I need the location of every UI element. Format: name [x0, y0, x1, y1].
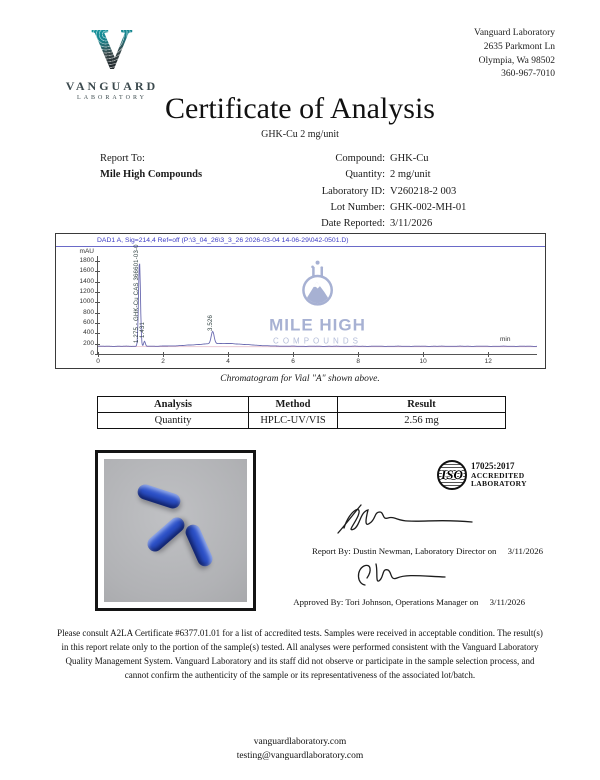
disclaimer-text: Please consult A2LA Certificate #6377.01.01 for a list of accredited tests. Samples were received in acceptable condition. The result(s) in this report relate only to the portion of the sample(s) tested. All analyses were performed consistent with the Vanguard Laboratory Quality Management System. Vanguard Laboratory and its staff did not observe or participate in the sample selection process, and cannot confirm the authenticity of the sample or its representativeness of the associated lot/batch. [57, 628, 543, 680]
iso-cert-number: 17025:2017 [471, 460, 515, 471]
field-row [265, 216, 545, 232]
y-tick-label: 0 [90, 350, 94, 357]
field-value: GHK-Cu [390, 153, 429, 164]
field-label: Compound: [335, 153, 385, 164]
x-tick-label: 8 [356, 358, 360, 365]
iso-accreditation-badge [437, 460, 527, 490]
iso-label: ISO [441, 467, 463, 482]
y-axis-unit-label: mAU [79, 248, 94, 255]
y-tick-label: 600 [83, 319, 94, 327]
peak-label: 1.431 [139, 322, 146, 339]
cell-result: 2.56 mg [338, 413, 506, 429]
page-subtitle: GHK-Cu 2 mg/unit [261, 129, 339, 140]
y-tick-label: 1600 [79, 267, 94, 275]
x-tick-mark [163, 352, 164, 357]
y-tick-mark [95, 282, 100, 283]
field-label: Laboratory ID: [321, 185, 385, 197]
y-tick-mark [95, 292, 100, 293]
header-analysis: Analysis [98, 397, 249, 413]
chart-caption: Chromatogram for Vial "A" shown above. [220, 374, 380, 384]
x-tick-mark [358, 352, 359, 357]
y-tick-mark [95, 344, 100, 345]
watermark-name: MILE HIGH [269, 315, 366, 335]
y-tick-mark [95, 271, 100, 272]
table-header-row [98, 397, 506, 413]
chromatogram-signal-header: DAD1 A, Sig=214,4 Ref=off (P:\3_04_26\3_3_26 2026-03-04 14-06-29\042-0501.D) [56, 234, 545, 247]
x-tick-mark [98, 352, 99, 357]
iso-accredited-label: ACCREDITED [471, 470, 525, 480]
y-tick-mark [95, 302, 100, 303]
peak-label: 3.526 [207, 315, 214, 332]
report-to-label: Report To: [100, 153, 145, 164]
approved-by-signature-icon [345, 558, 460, 594]
compound-fields [265, 151, 545, 232]
y-tick-mark [95, 261, 100, 262]
field-label: Lot Number: [330, 201, 385, 213]
x-tick-label: 0 [96, 358, 100, 365]
logo-name: VANGUARD [65, 79, 159, 93]
x-tick-label: 12 [484, 358, 492, 365]
logo-subname: LABORATORY [77, 95, 147, 101]
y-tick-label: 1400 [79, 277, 94, 285]
header-method: Method [249, 397, 338, 413]
y-tick-label: 1200 [79, 288, 94, 296]
x-tick-mark [293, 352, 294, 357]
x-tick-label: 10 [419, 358, 427, 365]
cell-analysis: Quantity [98, 413, 249, 429]
address-line: 360-967-7010 [501, 69, 555, 80]
footer-website: vanguardlaboratory.com [253, 737, 347, 747]
x-tick-mark [228, 352, 229, 357]
address-line: Vanguard Laboratory [474, 28, 555, 38]
x-axis-unit-label: min [500, 336, 511, 343]
peak-label: 1.275 - GHK-Cu CAS 366601-03-0 [134, 244, 141, 344]
y-tick-label: 1800 [79, 257, 94, 265]
y-tick-label: 1000 [79, 298, 94, 306]
lab-address [474, 27, 555, 82]
field-row [265, 184, 545, 200]
approved-by-prefix: Approved By: [293, 597, 344, 607]
report-by-signature-icon [330, 500, 480, 538]
x-tick-label: 4 [226, 358, 230, 365]
table-row [98, 413, 506, 429]
chromatogram [55, 233, 546, 369]
sample-photo-background [104, 459, 247, 602]
footer-email: testing@vanguardlaboratory.com [236, 751, 364, 762]
x-tick-mark [423, 352, 424, 357]
report-by-name: Dustin Newman, Laboratory Director on [353, 546, 497, 556]
chromatogram-trace [98, 256, 537, 354]
y-tick-label: 200 [83, 339, 94, 347]
results-table [97, 396, 506, 429]
field-label: Date Reported: [321, 218, 385, 230]
field-label: Quantity: [345, 169, 385, 181]
report-by-prefix: Report By: [311, 546, 351, 556]
blue-capsule [136, 483, 182, 511]
y-tick-label: 800 [83, 308, 94, 316]
approved-by-line [293, 597, 525, 607]
x-tick-label: 2 [161, 358, 165, 365]
blue-capsule [144, 514, 187, 554]
field-row [265, 151, 545, 167]
report-to-name: Mile High Compounds [100, 169, 203, 181]
cell-method: HPLC-UV/VIS [249, 413, 338, 429]
y-tick-mark [95, 323, 100, 324]
report-by-date: 3/11/2026 [507, 546, 543, 556]
field-value: 2 mg/unit [390, 169, 431, 181]
approved-by-name: Tori Johnson, Operations Manager on [345, 597, 479, 607]
address-line: 2635 Parkmont Ln [483, 41, 555, 52]
iso-text-block [471, 462, 527, 488]
iso-globe-icon [437, 460, 467, 490]
field-value: V260218-2 003 [390, 185, 457, 197]
address-line: Olympia, Wa 98502 [478, 55, 555, 66]
sample-photo [95, 450, 256, 611]
iso-laboratory-label: LABORATORY [471, 478, 527, 488]
x-tick-mark [488, 352, 489, 357]
x-tick-label: 6 [291, 358, 295, 365]
field-row [265, 200, 545, 216]
y-tick-mark [95, 313, 100, 314]
field-value: 3/11/2026 [390, 218, 433, 230]
field-value: GHK-002-MH-01 [390, 201, 467, 213]
y-tick-mark [95, 333, 100, 334]
footer [0, 735, 600, 764]
vanguard-logo [52, 16, 172, 101]
watermark-subname: COMPOUNDS [273, 336, 362, 346]
page-title: Certificate of Analysis [165, 92, 435, 125]
field-row [265, 167, 545, 183]
approved-by-date: 3/11/2026 [489, 597, 525, 607]
report-by-line [312, 546, 543, 556]
header-result: Result [338, 397, 506, 413]
vanguard-v-icon: V [91, 16, 133, 81]
blue-capsule [183, 522, 215, 568]
report-to-block [100, 151, 202, 184]
y-tick-label: 400 [83, 329, 94, 337]
